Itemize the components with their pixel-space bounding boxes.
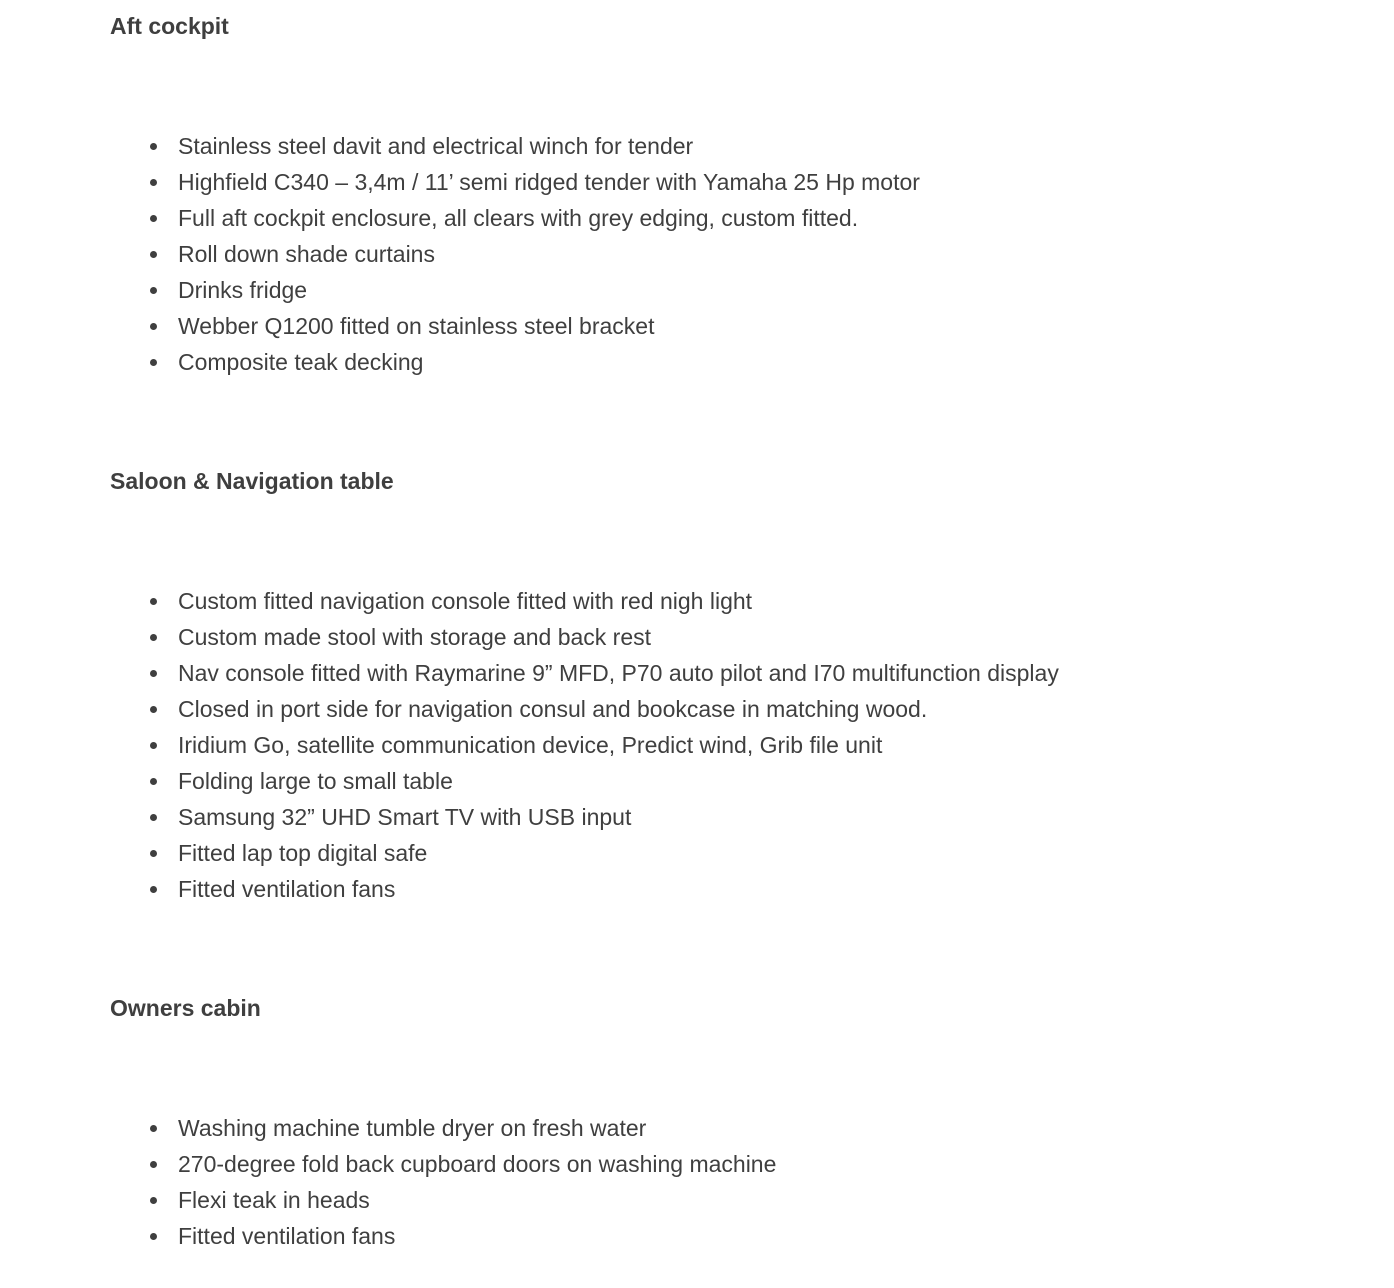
bullet-icon xyxy=(150,1161,157,1168)
bullet-icon xyxy=(150,1125,157,1132)
bullet-icon xyxy=(150,814,157,821)
bullet-icon xyxy=(150,359,157,366)
bullet-icon xyxy=(150,323,157,330)
bullet-icon xyxy=(150,850,157,857)
bullet-icon xyxy=(150,670,157,677)
bullet-icon xyxy=(150,1197,157,1204)
bullet-icon xyxy=(150,742,157,749)
bullet-icon xyxy=(150,179,157,186)
bullet-icon xyxy=(150,215,157,222)
bullet-icon xyxy=(150,598,157,605)
bullet-icon xyxy=(150,886,157,893)
section-title: Saloon & Navigation table xyxy=(110,468,394,494)
bullet-icon xyxy=(150,706,157,713)
bullet-icon xyxy=(150,778,157,785)
bullet-icon xyxy=(150,143,157,150)
bullet-icon xyxy=(150,287,157,294)
bullet-icon xyxy=(150,634,157,641)
section-title: Aft cockpit xyxy=(110,13,229,39)
bullet-icon xyxy=(150,251,157,258)
section-title: Owners cabin xyxy=(110,995,261,1021)
bullet-icon xyxy=(150,1233,157,1240)
